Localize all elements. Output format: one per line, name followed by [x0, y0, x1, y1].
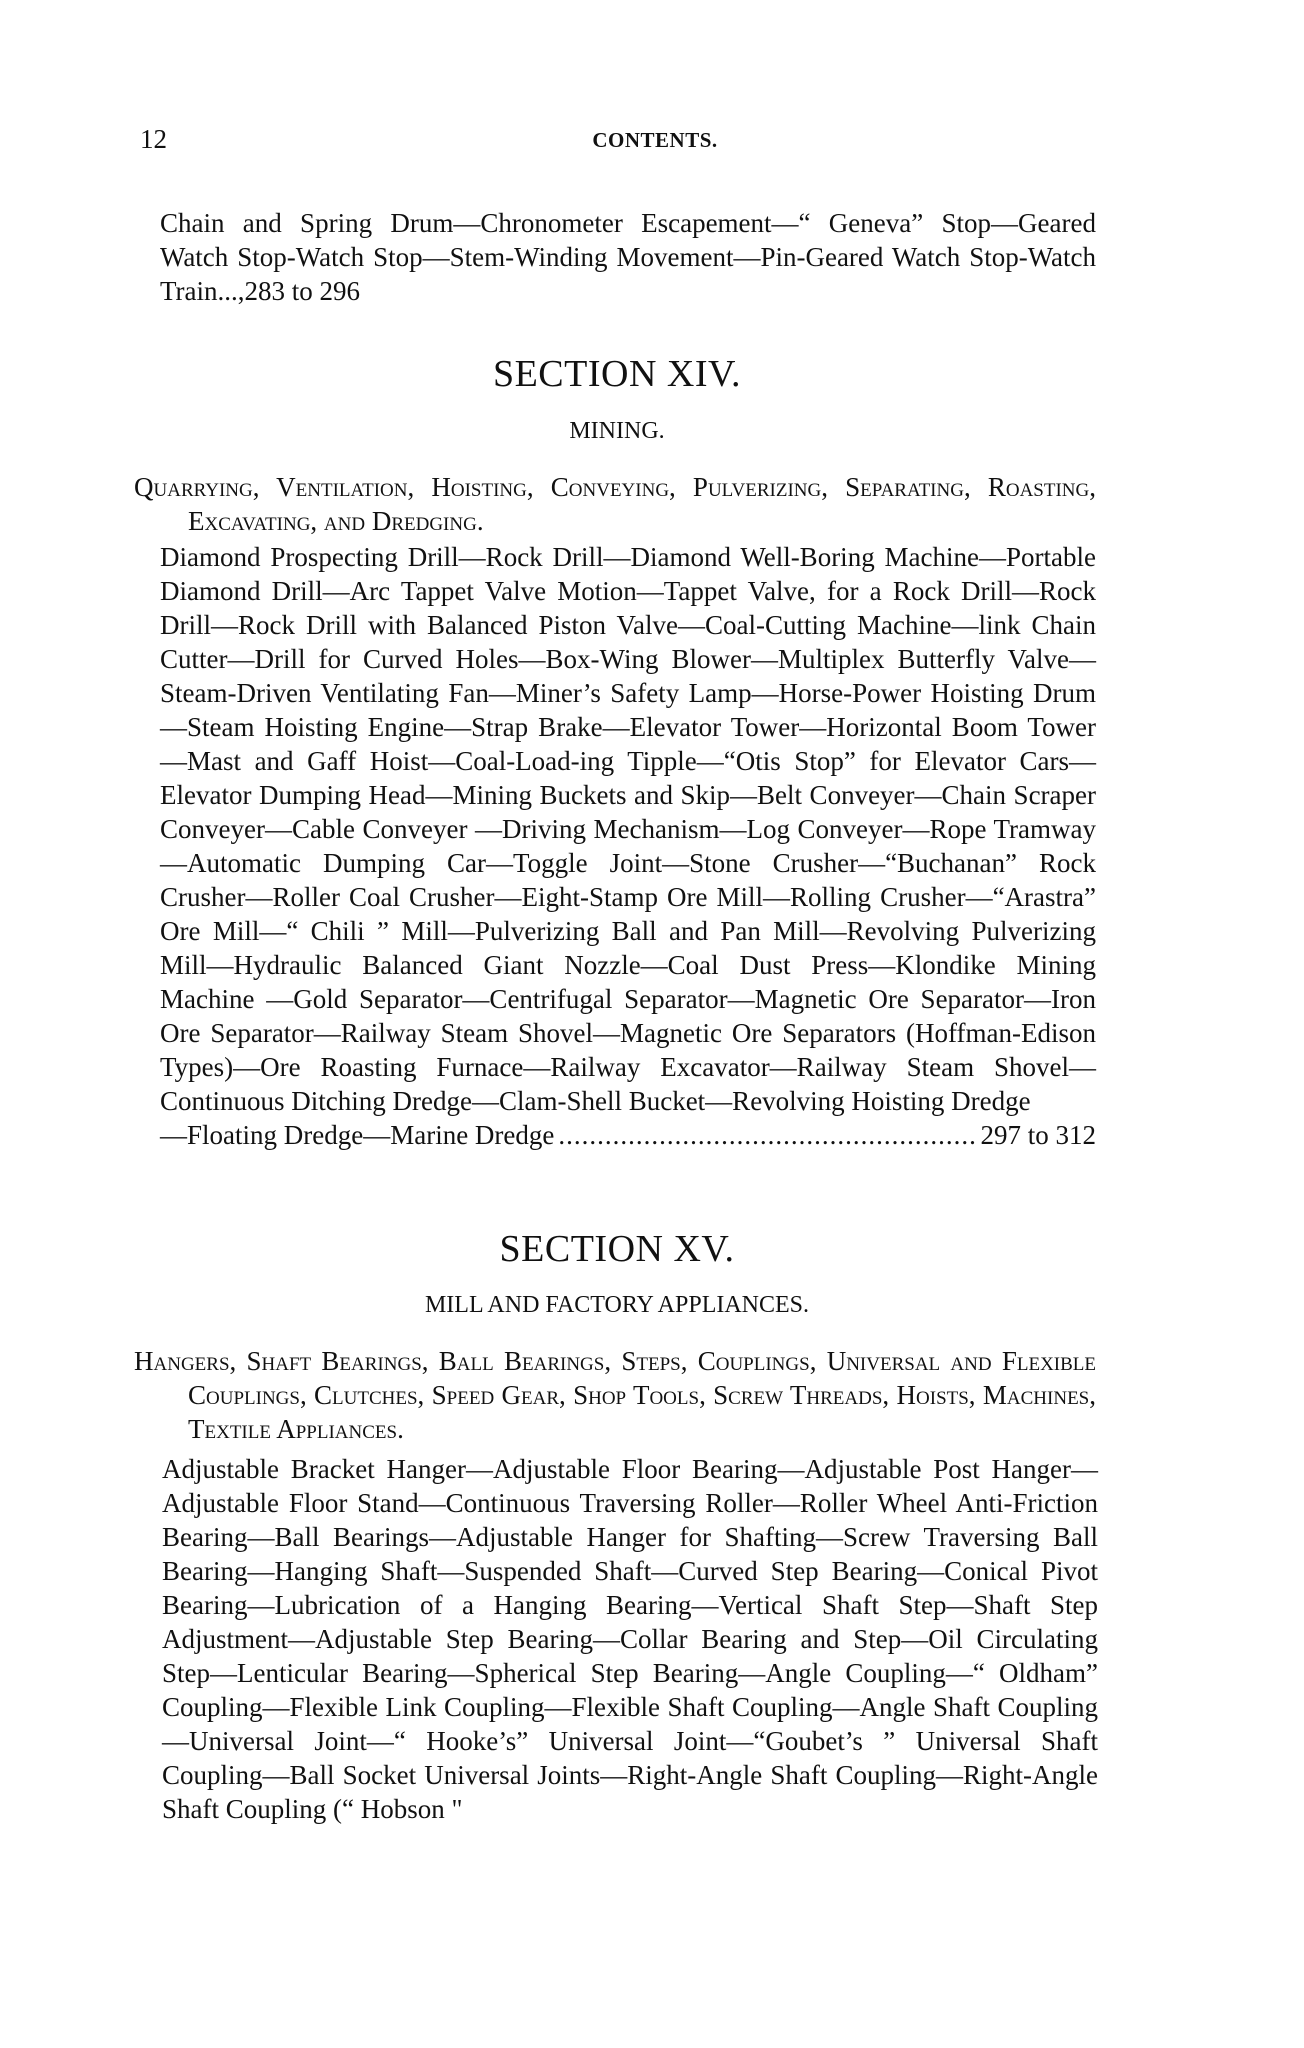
running-head: CONTENTS. — [592, 128, 718, 152]
page-number: 12 — [140, 124, 167, 154]
section-xiv-subtitle: MINING. — [569, 418, 665, 444]
section-xiv-body-text: Diamond Prospecting Drill—Rock Drill—Diamond Well-Boring Machine—Portable Diamond Drill—Arc Tappet Valve Motion—Tappet Valve, for a Rock Drill—Rock Drill—Rock Drill with Balanced Piston Valve—Coal-Cutting Machine—link Chain Cutter—Drill for Curved Holes—Box-Wing Blower—Multiplex Butterfly Valve—Steam-Driven Ventilating Fan—Miner’s Safety Lamp—Horse-Power Hoisting Drum—Steam Hoisting Engine—Strap Brake—Elevator Tower—Horizontal Boom Tower—Mast and Gaff Hoist—Coal-Load-ing Tipple—“Otis Stop” for Elevator Cars—Elevator Dumping Head—Mining Buckets and Skip—Belt Conveyer—Chain Scraper Conveyer—Cable Conveyer —Driving Mechanism—Log Conveyer—Rope Tramway—Automatic Dumping Car—Toggle Joint—Stone Crusher—“Buchanan” Rock Crusher—Roller Coal Crusher—Eight-Stamp Ore Mill—Rolling Crusher—“Arastra” Ore Mill—“ Chili ” Mill—Pulverizing Ball and Pan Mill—Revolving Pulverizing Mill—Hydraulic Balanced Giant Nozzle—Coal Dust Press—Klondike Mining Machine —Gold Separator—Centrifugal Separator—Magnetic Ore Separator—Iron Ore Separator—Railway Steam Shovel—Magnetic Ore Separators (Hoffman-Edison Types)—Ore Roasting Furnace—Railway Excavator—Railway Steam Shovel—Continuous Ditching Dredge—Clam-Shell Bucket—Revolving Hoisting Dredge — [160, 542, 1096, 1116]
section-xv-subtitle: MILL AND FACTORY APPLIANCES. — [424, 1292, 810, 1318]
section-xv-title: SECTION XV. — [499, 1228, 735, 1270]
page-header — [140, 124, 1170, 158]
section-xiv-body — [160, 540, 1096, 1152]
section-xiv-title: SECTION XIV. — [492, 353, 742, 395]
dot-leader — [558, 1118, 976, 1152]
section-xiv-pages: 297 to 312 — [980, 1120, 1096, 1150]
section-xiv-tail-line — [160, 1118, 1096, 1152]
continuation-paragraph: Chain and Spring Drum—Chronometer Escapement—“ Geneva” Stop—Geared Watch Stop-Watch Stop—Stem-Winding Movement—Pin-Geared Watch Stop-Watch Train...,283 to 296 — [160, 208, 1096, 306]
section-xv-topics: Hangers, Shaft Bearings, Ball Bearings, Steps, Couplings, Universal and Flexible Couplings, Clutches, Speed Gear, Shop Tools, Screw Threads, Hoists, Machines, Textile Appliances. — [134, 1346, 1096, 1444]
section-xiv-tail-text: —Floating Dredge—Marine Dredge — [160, 1120, 555, 1150]
section-xv-body: Adjustable Bracket Hanger—Adjustable Floor Bearing—Adjustable Post Hanger—Adjustable Floor Stand—Continuous Traversing Roller—Roller Wheel Anti-Friction Bearing—Ball Bearings—Adjustable Hanger for Shafting—Screw Traversing Ball Bearing—Hanging Shaft—Suspended Shaft—Curved Step Bearing—Conical Pivot Bearing—Lubrication of a Hanging Bearing—Vertical Shaft Step—Shaft Step Adjustment—Adjustable Step Bearing—Collar Bearing and Step—Oil Circulating Step—Lenticular Bearing—Spherical Step Bearing—Angle Coupling—“ Oldham” Coupling—Flexible Link Coupling—Flexible Shaft Coupling—Angle Shaft Coupling—Universal Joint—“ Hooke’s” Universal Joint—“Goubet’s ” Universal Shaft Coupling—Ball Socket Universal Joints—Right-Angle Shaft Coupling—Right-Angle Shaft Coupling (“ Hobson " — [162, 1454, 1098, 1824]
section-xiv-topics: Quarrying, Ventilation, Hoisting, Conveying, Pulverizing, Separating, Roasting, Excavating, and Dredging. — [134, 472, 1096, 536]
